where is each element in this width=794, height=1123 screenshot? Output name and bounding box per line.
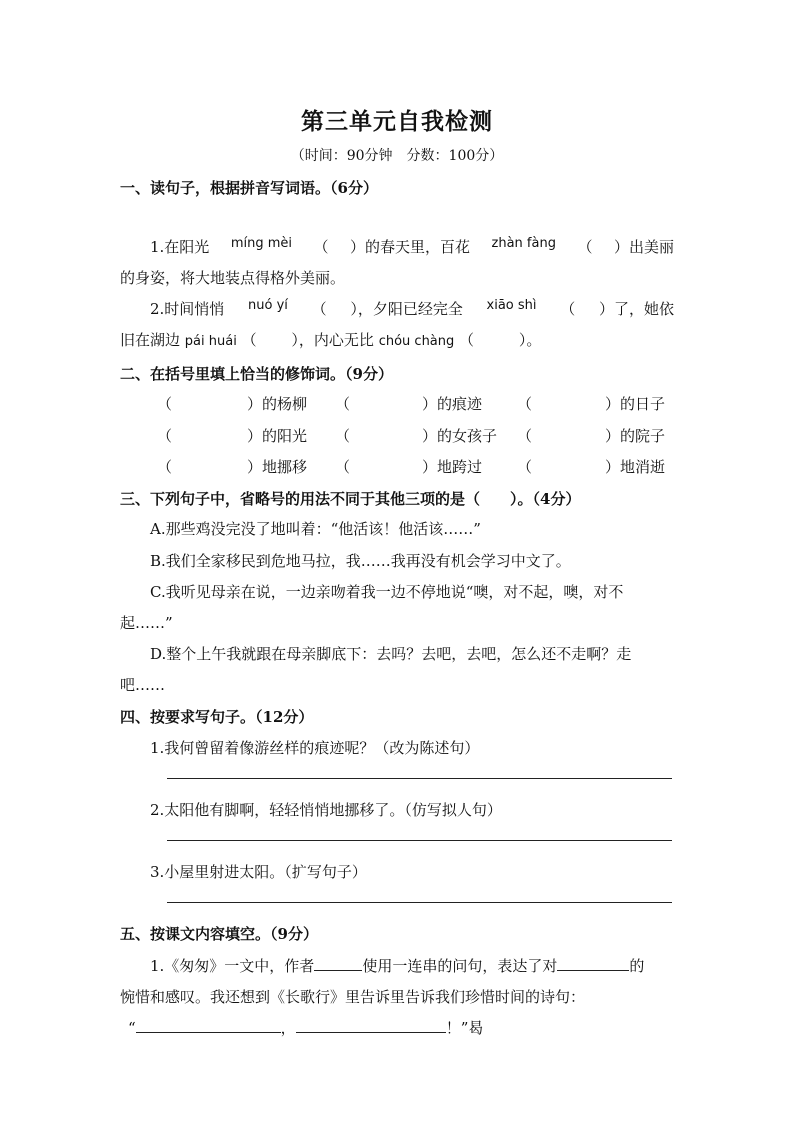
section-4-question-3: 3.小屋里射进太阳。（扩写句子） [150, 863, 367, 881]
q1-open-bracket-1: （ [313, 238, 329, 256]
section-1-question-1-line-1 [150, 236, 674, 257]
blank-open: （ [517, 427, 533, 445]
option-d-line-2: 吧…… [120, 676, 166, 694]
blank-label: ）地挪移 [247, 458, 308, 476]
blank-open: （ [157, 458, 173, 476]
q1-prefix: 1.在阳光 [150, 238, 210, 256]
section-5-heading: 五、按课文内容填空。（9分） [120, 925, 318, 943]
q2-open-bracket-1: （ [311, 300, 327, 318]
blank-open: （ [335, 395, 351, 413]
section-3-heading: 三、下列句子中，省略号的用法不同于其他三项的是（ ）。（4分） [120, 490, 581, 508]
section-4-question-2: 2.太阳他有脚啊，轻轻悄悄地挪移了。（仿写拟人句） [150, 801, 502, 819]
blank-label: ）地跨过 [422, 458, 483, 476]
q2-text-4: ）了，她依 [598, 300, 674, 318]
q1-text-4: ）出美丽 [613, 238, 674, 256]
option-d-line-1: D.整个上午我就跟在母亲脚底下：去吗？去吧，去吧，怎么还不走啊？走 [150, 645, 632, 663]
q2-pinyin-3: pái huái [184, 334, 237, 349]
fill-blank-object[interactable] [557, 956, 629, 971]
fill-blank-author[interactable] [314, 956, 362, 971]
q2-open-bracket-2: （ [560, 300, 576, 318]
q1-pinyin-2: zhàn fàng [491, 236, 556, 251]
answer-line-1[interactable] [167, 778, 672, 779]
section-2-heading: 二、在括号里填上恰当的修饰词。（9分） [120, 365, 393, 383]
blank-open: （ [157, 395, 173, 413]
blank-open: （ [335, 458, 351, 476]
page-title: 第三单元自我检测 [301, 108, 493, 135]
option-b: B.我们全家移民到危地马拉，我……我再没有机会学习中文了。 [150, 552, 571, 570]
section-5-question-1-line-3 [128, 1017, 682, 1038]
section-1-heading: 一、读句子，根据拼音写词语。（6分） [120, 179, 378, 197]
option-a: A.那些鸡没完没了地叫着：“他活该！他活该……” [150, 520, 481, 538]
stray-character: 曷 [468, 1019, 484, 1037]
blank-label: ）的女孩子 [422, 427, 498, 445]
blank-open: （ [335, 427, 351, 445]
blank-label: ）的杨柳 [247, 395, 308, 413]
fill-blank-poem-2[interactable] [296, 1018, 446, 1033]
blank-label: ）的阳光 [247, 427, 308, 445]
answer-line-2[interactable] [167, 840, 672, 841]
section-1-question-1-line-2: 的身姿，将大地装点得格外美丽。 [120, 269, 346, 287]
blank-open: （ [517, 395, 533, 413]
q2-line2-text-c: ），内心无比 [291, 331, 374, 349]
q2-pinyin-2: xiāo shì [486, 298, 537, 313]
q1-open-bracket-2: （ [577, 238, 593, 256]
blank-label: ）的院子 [605, 427, 666, 445]
blank-open: （ [517, 458, 533, 476]
q2-line2-prefix: 旧在湖边 [120, 331, 181, 349]
q1-pinyin-1: míng mèi [230, 236, 292, 251]
option-c-line-1: C.我听见母亲在说，一边亲吻着我一边不停地说“噢，对不起，噢，对不 [150, 583, 624, 601]
q2-text-2: ），夕阳已经完全 [350, 300, 463, 318]
section-5-question-1-line-2: 惋惜和感叹。我还想到《长歌行》里告诉里告诉我们珍惜时间的诗句： [120, 988, 586, 1006]
section-5-question-1-line-1 [150, 955, 674, 976]
poem-comma: ， [280, 1019, 296, 1037]
q2-line2-end: ）。 [518, 331, 542, 349]
answer-line-3[interactable] [167, 902, 672, 903]
fill-blank-poem-1[interactable] [136, 1018, 281, 1033]
q2-prefix: 2.时间悄悄 [150, 300, 225, 318]
q2-pinyin-1: nuó yí [248, 298, 288, 313]
q1-text-2: ）的春天里，百花 [350, 238, 471, 256]
quote-close: ！” [445, 1019, 469, 1037]
q2-line2-bracket-2: （ [459, 331, 475, 349]
fill-text-c: 的 [629, 957, 645, 975]
q2-line2-bracket-1: （ [241, 331, 257, 349]
blank-label: ）的痕迹 [422, 395, 483, 413]
quote-open: “ [128, 1019, 136, 1037]
section-1-question-2-line-1 [150, 298, 674, 319]
fill-text-b: 使用一连串的问句，表达了对 [362, 957, 558, 975]
fill-text-a: 1.《匆匆》一文中，作者 [150, 957, 315, 975]
section-1-question-2-line-2 [120, 329, 674, 350]
section-4-heading: 四、按要求写句子。（12分） [120, 708, 314, 726]
section-4-question-1: 1.我何曾留着像游丝样的痕迹呢？（改为陈述句） [150, 739, 480, 757]
q2-pinyin-4: chóu chàng [378, 334, 455, 349]
option-c-line-2: 起……” [120, 614, 173, 632]
blank-label: ）的日子 [605, 395, 666, 413]
page-subtitle: （时间：90分钟 分数：100分） [290, 148, 504, 164]
blank-open: （ [157, 427, 173, 445]
blank-label: ）地消逝 [605, 458, 666, 476]
